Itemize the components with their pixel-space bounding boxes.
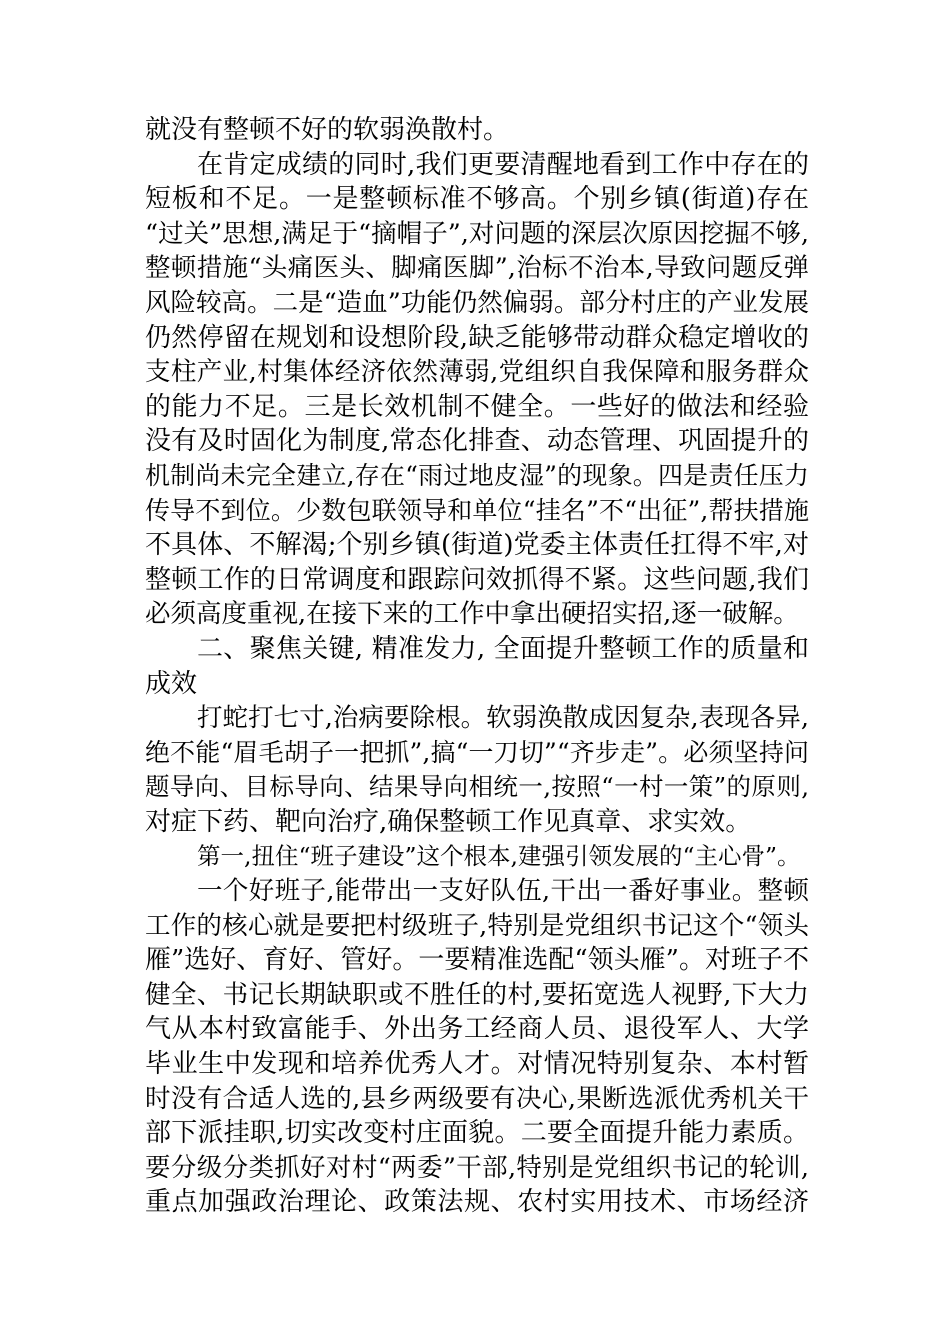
text-line: 题导向、目标导向、结果导向相统一,按照“一村一策”的原则, bbox=[145, 772, 809, 802]
text-line: 整顿工作的日常调度和跟踪问效抓得不紧。这些问题,我们 bbox=[145, 564, 809, 595]
text-line: 支柱产业,村集体经济依然薄弱,党组织自我保障和服务群众 bbox=[145, 357, 809, 388]
text-line: 气从本村致富能手、外出务工经商人员、退役军人、大学 bbox=[145, 1014, 809, 1045]
text-line: 工作的核心就是要把村级班子,特别是党组织书记这个“领头 bbox=[145, 910, 809, 941]
text-line: 仍然停留在规划和设想阶段,缺乏能够带动群众稳定增收的 bbox=[145, 322, 809, 353]
text-line: 部下派挂职,切实改变村庄面貌。二要全面提升能力素质。 bbox=[145, 1118, 809, 1149]
text-line: 要分级分类抓好对村“两委”干部,特别是党组织书记的轮训, bbox=[145, 1152, 809, 1183]
text-line: 毕业生中发现和培养优秀人才。对情况特别复杂、本村暂 bbox=[145, 1049, 809, 1080]
text-line: 机制尚未完全建立,存在“雨过地皮湿”的现象。四是责任压力 bbox=[145, 460, 809, 490]
text-line: 打蛇打七寸,治病要除根。软弱涣散成因复杂,表现各异, bbox=[197, 703, 809, 734]
text-line: 必须高度重视,在接下来的工作中拿出硬招实招,逐一破解。 bbox=[145, 599, 799, 630]
text-line: 第一,扭住“班子建设”这个根本,建强引领发展的“主心骨”。 bbox=[197, 842, 801, 871]
text-line: 雁”选好、育好、管好。一要精准选配“领头雁”。对班子不 bbox=[145, 945, 809, 976]
document-body-text bbox=[145, 113, 809, 1220]
text-line: 对症下药、靶向治疗,确保整顿工作见真章、求实效。 bbox=[145, 806, 752, 837]
text-line: 时没有合适人选的,县乡两级要有决心,果断选派优秀机关干 bbox=[145, 1083, 809, 1114]
text-line: 成效 bbox=[145, 668, 198, 699]
text-line: 二、聚焦关键, 精准发力, 全面提升整顿工作的质量和 bbox=[197, 633, 809, 664]
text-line: 的能力不足。三是长效机制不健全。一些好的做法和经验 bbox=[145, 391, 809, 422]
text-line: 短板和不足。一是整顿标准不够高。个别乡镇(街道)存在 bbox=[145, 184, 809, 215]
text-line: 整顿措施“头痛医头、脚痛医脚”,治标不治本,导致问题反弹 bbox=[145, 253, 809, 284]
text-line: 传导不到位。少数包联领导和单位“挂名”不“出征”,帮扶措施 bbox=[145, 495, 809, 525]
text-line: 没有及时固化为制度,常态化排查、动态管理、巩固提升的 bbox=[145, 426, 809, 457]
text-line: 不具体、不解渴;个别乡镇(街道)党委主体责任扛得不牢,对 bbox=[145, 530, 809, 561]
text-line: 重点加强政治理论、政策法规、农村实用技术、市场经济 bbox=[145, 1187, 809, 1218]
text-line: 在肯定成绩的同时,我们更要清醒地看到工作中存在的 bbox=[197, 149, 809, 180]
text-line: 绝不能“眉毛胡子一把抓”,搞“一刀切”“齐步走”。必须坚持问 bbox=[145, 737, 809, 767]
text-line: 就没有整顿不好的软弱涣散村。 bbox=[145, 115, 510, 145]
text-line: “过关”思想,满足于“摘帽子”,对问题的深层次原因挖掘不够, bbox=[145, 218, 809, 249]
text-line: 健全、书记长期缺职或不胜任的村,要拓宽选人视野,下大力 bbox=[145, 979, 809, 1010]
text-line: 一个好班子,能带出一支好队伍,干出一番好事业。整顿 bbox=[197, 876, 809, 907]
text-line: 风险较高。二是“造血”功能仍然偏弱。部分村庄的产业发展 bbox=[145, 287, 809, 318]
